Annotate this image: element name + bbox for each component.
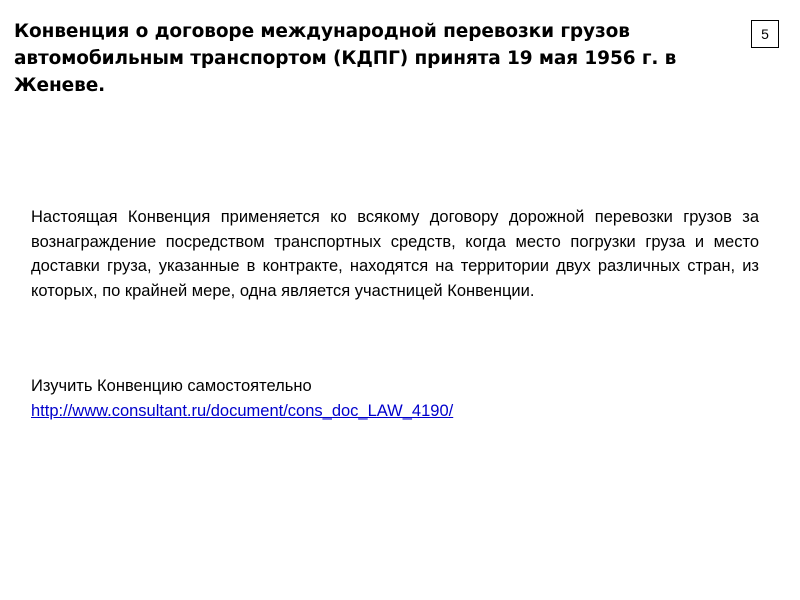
study-note-label: Изучить Конвенцию самостоятельно [31, 377, 312, 395]
consultant-link[interactable]: http://www.consultant.ru/document/cons_doc_LAW_4190/ [31, 402, 454, 420]
study-note [31, 374, 759, 424]
slide-title: Конвенция о договоре международной перевозки грузов автомобильным транспортом (КДПГ) принята 19 мая 1956 г. в Женеве. [14, 21, 677, 96]
convention-scope-paragraph: Настоящая Конвенция применяется ко всякому договору дорожной перевозки грузов за вознаграждение посредством транспортных средств, когда место погрузки груза и место доставки груза, указанные в контракте, находятся на территории двух различных стран, из которых, по крайней мере, одна является участницей Конвенции. [31, 208, 759, 300]
page-number-badge: 5 [751, 20, 779, 48]
